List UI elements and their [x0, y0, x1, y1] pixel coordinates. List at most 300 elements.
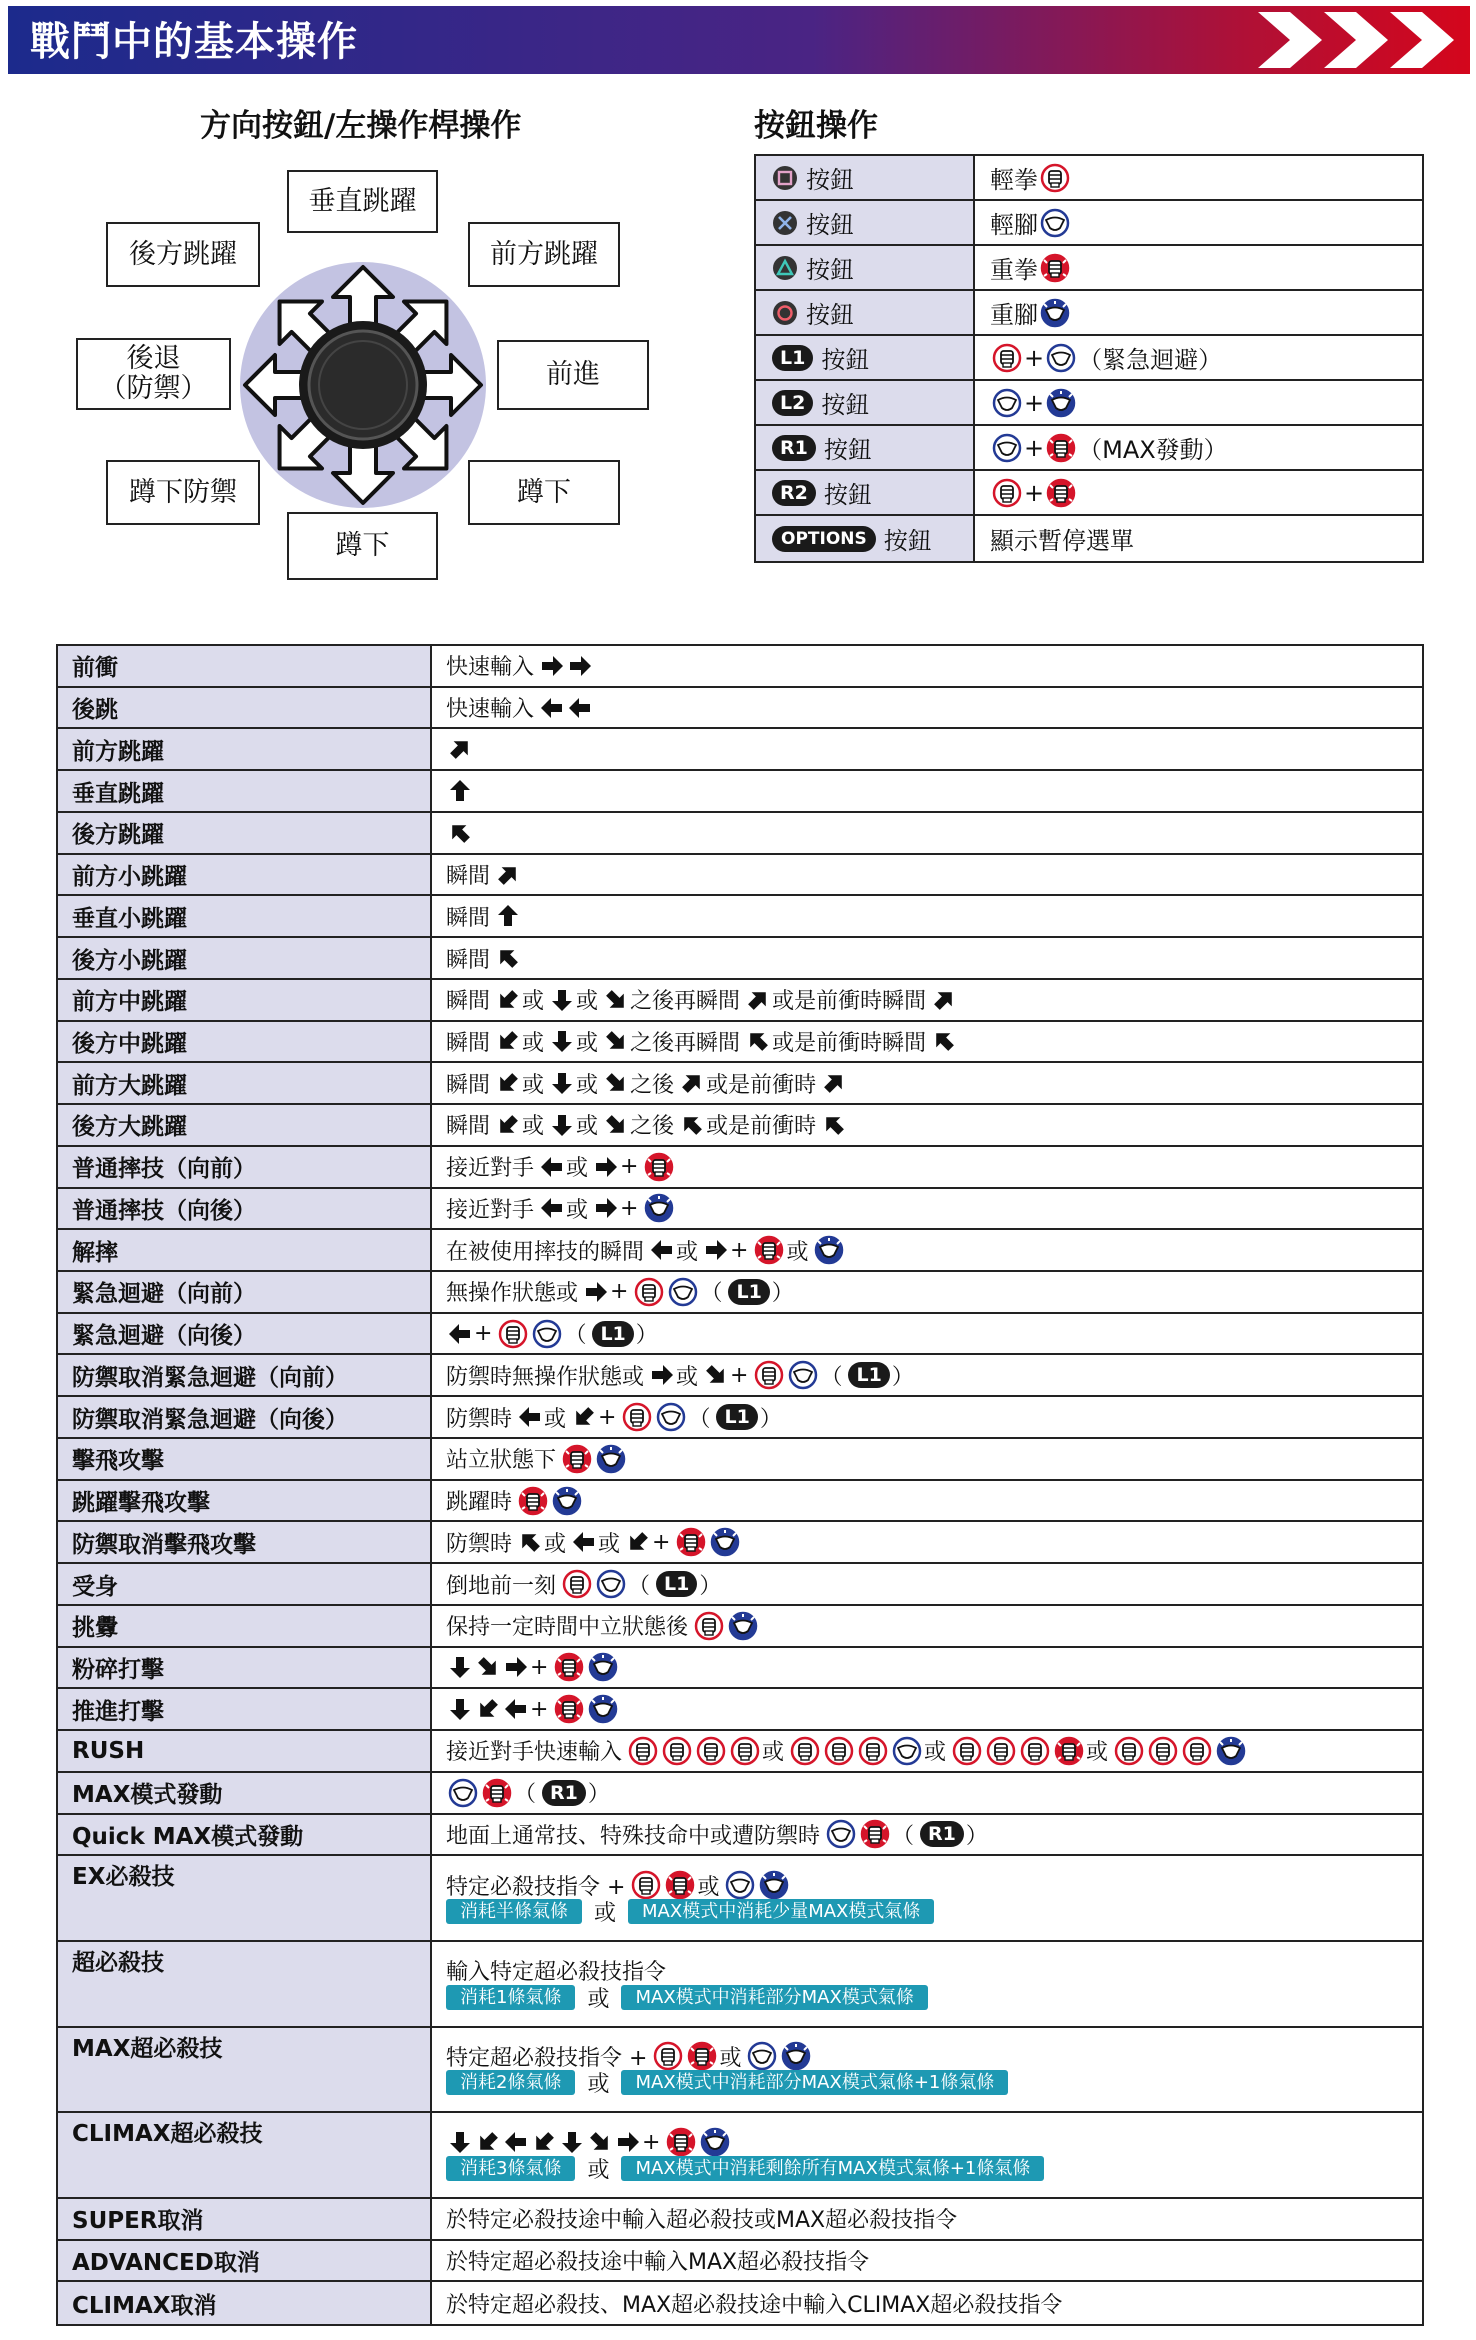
light-punch-icon	[498, 1319, 528, 1349]
command-input-cell	[432, 2113, 1422, 2197]
light-punch-icon	[858, 1736, 888, 1766]
heavy-punch-icon	[518, 1486, 548, 1516]
cmd-text: 保持一定時間中立狀態後	[446, 1615, 689, 1641]
button-name-cell	[756, 201, 975, 244]
arrow-right-icon	[584, 1280, 608, 1304]
button-label: 按鈕	[806, 211, 854, 239]
button-label: 按鈕	[823, 436, 872, 464]
light-kick-icon	[1040, 208, 1070, 238]
heavy-kick-icon	[700, 2127, 730, 2157]
button-value-cell	[975, 201, 1422, 244]
heavy-punch-icon	[1054, 1736, 1084, 1766]
command-name: 後跳	[58, 688, 432, 728]
cmd-text: 或是前衝時瞬間	[772, 989, 927, 1015]
arrow-upright-icon	[448, 737, 472, 761]
l1-button-icon: L1	[848, 1362, 889, 1388]
arrow-upright-icon	[822, 1071, 846, 1095]
command-row	[58, 1648, 1422, 1690]
arrow-left-icon	[540, 696, 564, 720]
command-input-cell	[432, 1147, 1422, 1187]
cmd-text: 輕拳	[990, 166, 1038, 194]
heavy-kick-icon	[728, 1611, 758, 1641]
command-row	[58, 1063, 1422, 1105]
command-name: 前方中跳躍	[58, 980, 432, 1020]
arrow-downleft-icon	[496, 988, 520, 1012]
cmd-text: +	[530, 1654, 549, 1680]
command-name: 普通摔技（向前）	[58, 1147, 432, 1187]
arrow-downleft-icon	[496, 1113, 520, 1137]
command-name: 垂直跳躍	[58, 771, 432, 811]
cmd-text: 或是前衝時	[706, 1072, 817, 1098]
gauge-cost-pill: 消耗3條氣條	[446, 2156, 575, 2181]
triangle-icon	[772, 255, 798, 281]
light-punch-icon	[662, 1736, 692, 1766]
command-row	[58, 1314, 1422, 1356]
light-punch-icon	[634, 1277, 664, 1307]
arrow-upleft-icon	[932, 1029, 956, 1053]
max-gauge-cost-pill: MAX模式中消耗部分MAX模式氣條	[621, 1985, 927, 2010]
light-punch-icon	[562, 1569, 592, 1599]
command-input-cell	[432, 688, 1422, 728]
cmd-text: +	[1024, 433, 1045, 462]
r1-button-icon: R1	[542, 1780, 586, 1806]
cmd-text: +	[620, 1195, 639, 1221]
heavy-kick-icon	[1046, 388, 1076, 418]
arrow-downleft-icon	[476, 1697, 500, 1721]
cmd-text: 地面上通常技、特殊技命中或遭防禦時	[446, 1823, 821, 1849]
command-name: 後方跳躍	[58, 813, 432, 853]
cmd-text: 防禦時	[446, 1531, 513, 1557]
heavy-punch-icon	[1046, 433, 1076, 463]
button-row	[756, 156, 1422, 201]
arrow-left-icon	[518, 1405, 542, 1429]
arrow-down-icon	[448, 1697, 472, 1721]
command-name: EX必殺技	[58, 1856, 432, 1940]
cmd-text: 或	[786, 1239, 809, 1265]
cmd-text: 接近對手快速輸入	[446, 1740, 623, 1766]
button-label: 按鈕	[806, 166, 854, 194]
button-label: 按鈕	[823, 481, 872, 509]
arrow-upleft-icon	[496, 946, 520, 970]
cmd-text: 站立狀態下	[446, 1448, 557, 1474]
arrow-upleft-icon	[746, 1029, 770, 1053]
arrow-down-icon	[550, 1071, 574, 1095]
cmd-text: （	[628, 1573, 651, 1599]
command-row	[58, 2282, 1422, 2324]
command-input-cell	[432, 2199, 1422, 2239]
dir-upright-label: 前方跳躍	[468, 222, 620, 287]
command-input-cell	[432, 1731, 1422, 1771]
command-input-cell	[432, 646, 1422, 686]
cmd-text: 或	[522, 1072, 545, 1098]
button-name-cell	[756, 156, 975, 199]
arrow-downright-icon	[604, 1029, 628, 1053]
command-row	[58, 1105, 1422, 1147]
light-punch-icon	[622, 1402, 652, 1432]
light-punch-icon	[790, 1736, 820, 1766]
arrow-downright-icon	[604, 1071, 628, 1095]
command-name: RUSH	[58, 1731, 432, 1771]
arrow-downright-icon	[604, 1113, 628, 1137]
command-name: 受身	[58, 1564, 432, 1604]
heavy-kick-icon	[596, 1444, 626, 1474]
heavy-kick-icon	[588, 1652, 618, 1682]
command-input-cell	[432, 896, 1422, 936]
command-row	[58, 2113, 1422, 2199]
command-row	[58, 1942, 1422, 2028]
cmd-text: 重拳	[990, 256, 1038, 284]
cmd-text: 快速輸入	[446, 655, 535, 681]
heavy-kick-icon	[588, 1694, 618, 1724]
light-kick-icon	[448, 1778, 478, 1808]
cmd-text: +	[474, 1321, 493, 1347]
circle-icon	[772, 300, 798, 326]
light-kick-icon	[596, 1569, 626, 1599]
command-row	[58, 1439, 1422, 1481]
command-row	[58, 813, 1422, 855]
command-name: SUPER取消	[58, 2199, 432, 2239]
heavy-punch-icon	[554, 1652, 584, 1682]
light-punch-icon	[631, 1870, 661, 1900]
cmd-text: 之後再瞬間	[630, 1030, 741, 1056]
arrow-right-icon	[594, 1155, 618, 1179]
button-table	[754, 154, 1424, 563]
dir-right-label: 前進	[497, 340, 649, 410]
max-gauge-cost-pill: MAX模式中消耗部分MAX模式氣條+1條氣條	[621, 2070, 1008, 2095]
r1-button-icon: R1	[772, 435, 816, 461]
command-row	[58, 1564, 1422, 1606]
arrow-downright-icon	[476, 1655, 500, 1679]
command-name: 前衝	[58, 646, 432, 686]
heavy-kick-icon	[759, 1870, 789, 1900]
cmd-text: 快速輸入	[446, 697, 535, 723]
cmd-text: ）	[635, 1323, 658, 1349]
cmd-text: ）	[771, 1281, 794, 1307]
command-name: CLIMAX超必殺技	[58, 2113, 432, 2197]
cmd-text: （	[514, 1782, 537, 1808]
cmd-text: 瞬間	[446, 905, 491, 931]
arrow-right-icon	[568, 654, 592, 678]
cmd-text: 瞬間	[446, 864, 491, 890]
cmd-text: +	[1024, 343, 1045, 372]
heavy-punch-icon	[666, 2127, 696, 2157]
command-name: 防禦取消緊急迴避（向後）	[58, 1397, 432, 1437]
command-input-cell	[432, 1606, 1422, 1646]
cmd-text: 瞬間	[446, 1072, 491, 1098]
cmd-text: ）	[587, 1782, 610, 1808]
cmd-text: 或是前衝時瞬間	[772, 1030, 927, 1056]
command-table	[56, 644, 1424, 2326]
command-name: 超必殺技	[58, 1942, 432, 2026]
dir-downright-label: 蹲下	[468, 460, 620, 525]
l1-button-icon: L1	[716, 1404, 757, 1430]
cmd-text: 重腳	[990, 301, 1038, 329]
dir-up-label: 垂直跳躍	[287, 170, 438, 233]
cmd-text: （	[820, 1364, 843, 1390]
cmd-text: 防禦時	[446, 1406, 513, 1432]
light-kick-icon	[826, 1819, 856, 1849]
cmd-text: 或	[576, 1030, 599, 1056]
max-gauge-cost-pill: MAX模式中消耗剩餘所有MAX模式氣條+1條氣條	[621, 2156, 1044, 2181]
command-row	[58, 2199, 1422, 2241]
cmd-text: 或	[719, 2045, 742, 2071]
command-row	[58, 1189, 1422, 1231]
cmd-text: 或	[676, 1364, 699, 1390]
arrow-downright-icon	[604, 988, 628, 1012]
cmd-text: 接近對手	[446, 1156, 535, 1182]
heavy-punch-icon	[676, 1527, 706, 1557]
light-punch-icon	[824, 1736, 854, 1766]
light-punch-icon	[1040, 163, 1070, 193]
command-row	[58, 1815, 1422, 1857]
cmd-text: 或	[697, 1874, 720, 1900]
command-name: 緊急迴避（向前）	[58, 1272, 432, 1312]
cmd-text: （	[892, 1823, 915, 1849]
options-button-icon: OPTIONS	[772, 526, 876, 552]
command-input-cell	[432, 1230, 1422, 1270]
command-row	[58, 1731, 1422, 1773]
heavy-kick-icon	[644, 1193, 674, 1223]
command-input-cell	[432, 2028, 1422, 2112]
cmd-text: +	[730, 1237, 749, 1263]
cmd-text: 或	[576, 989, 599, 1015]
cmd-text: ）	[699, 1573, 722, 1599]
page-title: 戰鬥中的基本操作	[30, 19, 358, 65]
button-label: 按鈕	[806, 256, 854, 284]
command-row	[58, 1773, 1422, 1815]
command-row	[58, 646, 1422, 688]
light-kick-icon	[668, 1277, 698, 1307]
cmd-text: 或	[676, 1239, 699, 1265]
r1-button-icon: R1	[920, 1821, 964, 1847]
cmd-text: 特定超必殺技指令 +	[446, 2045, 648, 2071]
l2-button-icon: L2	[772, 390, 813, 416]
cmd-text: （緊急迴避）	[1078, 346, 1223, 374]
command-name: 擊飛攻擊	[58, 1439, 432, 1479]
cmd-text: 防禦時無操作狀態或	[446, 1364, 645, 1390]
arrow-downleft-icon	[476, 2130, 500, 2154]
heavy-kick-icon	[552, 1486, 582, 1516]
heavy-punch-icon	[1046, 478, 1076, 508]
l1-button-icon: L1	[592, 1321, 633, 1347]
command-row	[58, 1481, 1422, 1523]
command-input-cell	[432, 1481, 1422, 1521]
command-input-cell	[432, 1022, 1422, 1062]
arrow-left-icon	[504, 2130, 528, 2154]
cmd-text: +	[598, 1404, 617, 1430]
r2-button-icon: R2	[772, 480, 816, 506]
command-input-cell	[432, 1815, 1422, 1855]
light-kick-icon	[788, 1360, 818, 1390]
button-name-cell	[756, 516, 975, 561]
arrow-down-icon	[560, 2130, 584, 2154]
command-name: 垂直小跳躍	[58, 896, 432, 936]
cmd-text: 輕腳	[990, 211, 1038, 239]
dpad-stick-diagram	[240, 262, 486, 508]
cmd-text: 接近對手	[446, 1197, 535, 1223]
cmd-text: 或	[566, 1197, 589, 1223]
light-punch-icon	[986, 1736, 1016, 1766]
button-row	[756, 291, 1422, 336]
or-text: 或	[587, 2072, 610, 2098]
arrow-right-icon	[650, 1363, 674, 1387]
button-value-cell	[975, 156, 1422, 199]
arrow-right-icon	[704, 1238, 728, 1262]
button-name-cell	[756, 471, 975, 514]
arrow-down-icon	[448, 2130, 472, 2154]
command-row	[58, 2028, 1422, 2114]
arrow-downleft-icon	[626, 1530, 650, 1554]
cmd-text: 跳躍時	[446, 1490, 513, 1516]
light-punch-icon	[1114, 1736, 1144, 1766]
cmd-text: 或	[576, 1072, 599, 1098]
cmd-text: 或	[566, 1156, 589, 1182]
heavy-kick-icon	[1040, 298, 1070, 328]
command-name: 跳躍擊飛攻擊	[58, 1481, 432, 1521]
cmd-text: +	[652, 1529, 671, 1555]
command-name: MAX超必殺技	[58, 2028, 432, 2112]
cmd-text: +	[642, 2129, 661, 2155]
command-name: 防禦取消緊急迴避（向前）	[58, 1355, 432, 1395]
light-punch-icon	[952, 1736, 982, 1766]
command-row	[58, 1147, 1422, 1189]
button-label: 按鈕	[883, 527, 932, 555]
button-name-cell	[756, 381, 975, 424]
cmd-text: +	[1024, 478, 1045, 507]
cmd-text: 無操作狀態或	[446, 1281, 579, 1307]
command-row	[58, 1397, 1422, 1439]
command-row	[58, 980, 1422, 1022]
arrow-right-icon	[594, 1196, 618, 1220]
square-icon	[772, 165, 798, 191]
command-name: 普通摔技（向後）	[58, 1189, 432, 1229]
light-punch-icon	[653, 2041, 683, 2071]
or-text: 或	[587, 2158, 610, 2184]
button-value-cell	[975, 381, 1422, 424]
arrow-upleft-icon	[448, 821, 472, 845]
or-text: 或	[587, 1986, 610, 2012]
command-row	[58, 1230, 1422, 1272]
arrow-upright-icon	[680, 1071, 704, 1095]
command-name: 後方小跳躍	[58, 938, 432, 978]
arrow-downright-icon	[588, 2130, 612, 2154]
cmd-text: 倒地前一刻	[446, 1573, 557, 1599]
command-name: CLIMAX取消	[58, 2282, 432, 2324]
command-row	[58, 1355, 1422, 1397]
arrow-downleft-icon	[572, 1405, 596, 1429]
command-input-cell	[432, 729, 1422, 769]
button-row	[756, 336, 1422, 381]
light-kick-icon	[656, 1402, 686, 1432]
button-row	[756, 246, 1422, 291]
command-input-cell	[432, 1272, 1422, 1312]
arrow-left-icon	[448, 1322, 472, 1346]
cmd-text: 或	[522, 1030, 545, 1056]
button-name-cell	[756, 336, 975, 379]
command-input-cell	[432, 1189, 1422, 1229]
command-row	[58, 896, 1422, 938]
arrow-upright-icon	[932, 988, 956, 1012]
arrow-left-icon	[650, 1238, 674, 1262]
command-name: 後方大跳躍	[58, 1105, 432, 1145]
command-row	[58, 771, 1422, 813]
heavy-punch-icon	[482, 1778, 512, 1808]
command-row	[58, 855, 1422, 897]
cmd-text: 或	[1086, 1740, 1109, 1766]
command-name: 粉碎打擊	[58, 1648, 432, 1688]
command-name: 緊急迴避（向後）	[58, 1314, 432, 1354]
command-input-cell	[432, 1522, 1422, 1562]
command-name: MAX模式發動	[58, 1773, 432, 1813]
command-row	[58, 729, 1422, 771]
button-name-cell	[756, 291, 975, 334]
button-value-cell	[975, 246, 1422, 289]
command-input-cell	[432, 1942, 1422, 2026]
command-input-cell	[432, 1689, 1422, 1729]
cmd-text: 在被使用摔技的瞬間	[446, 1239, 645, 1265]
gauge-cost-pill: 消耗半條氣條	[446, 1899, 582, 1924]
command-input-cell	[432, 938, 1422, 978]
cmd-text: 瞬間	[446, 1030, 491, 1056]
command-input-cell	[432, 1355, 1422, 1395]
cmd-text: 於特定超必殺技、MAX超必殺技途中輸入CLIMAX超必殺技指令	[446, 2292, 1063, 2318]
cmd-text: 或	[544, 1406, 567, 1432]
light-punch-icon	[992, 478, 1022, 508]
heavy-punch-icon	[860, 1819, 890, 1849]
command-input-cell	[432, 1564, 1422, 1604]
command-row	[58, 1606, 1422, 1648]
direction-section-title: 方向按鈕/左操作桿操作	[200, 108, 522, 144]
dir-downleft-label: 蹲下防禦	[106, 460, 260, 525]
command-input-cell	[432, 1105, 1422, 1145]
cmd-text: 之後再瞬間	[630, 989, 741, 1015]
command-name: Quick MAX模式發動	[58, 1815, 432, 1855]
cmd-text: 瞬間	[446, 1114, 491, 1140]
arrow-left-icon	[540, 1196, 564, 1220]
dir-left-label: 後退 （防禦）	[76, 338, 231, 410]
button-section-title: 按鈕操作	[754, 108, 878, 144]
cmd-text: 瞬間	[446, 989, 491, 1015]
cmd-text: （	[688, 1406, 711, 1432]
button-value-cell	[975, 291, 1422, 334]
heavy-punch-icon	[754, 1235, 784, 1265]
cmd-text: 或	[544, 1531, 567, 1557]
cmd-text: 於特定必殺技途中輸入超必殺技或MAX超必殺技指令	[446, 2208, 958, 2234]
light-punch-icon	[1020, 1736, 1050, 1766]
arrow-down-icon	[550, 988, 574, 1012]
command-input-cell	[432, 771, 1422, 811]
command-input-cell	[432, 1648, 1422, 1688]
arrow-down-icon	[550, 1029, 574, 1053]
button-row	[756, 426, 1422, 471]
cmd-text: 或	[522, 1114, 545, 1140]
arrow-left-icon	[572, 1530, 596, 1554]
dir-upleft-label: 後方跳躍	[106, 222, 260, 287]
cmd-text: 之後	[630, 1114, 675, 1140]
cmd-text: +	[730, 1362, 749, 1388]
command-input-cell	[432, 1397, 1422, 1437]
cmd-text: （MAX發動）	[1078, 436, 1228, 464]
command-input-cell	[432, 1314, 1422, 1354]
light-punch-icon	[628, 1736, 658, 1766]
light-punch-icon	[730, 1736, 760, 1766]
cmd-text: 特定必殺技指令 +	[446, 1874, 626, 1900]
command-name: 推進打擊	[58, 1689, 432, 1729]
command-name: ADVANCED取消	[58, 2241, 432, 2281]
cmd-text: ）	[759, 1406, 782, 1432]
command-row	[58, 1856, 1422, 1942]
light-punch-icon	[1182, 1736, 1212, 1766]
